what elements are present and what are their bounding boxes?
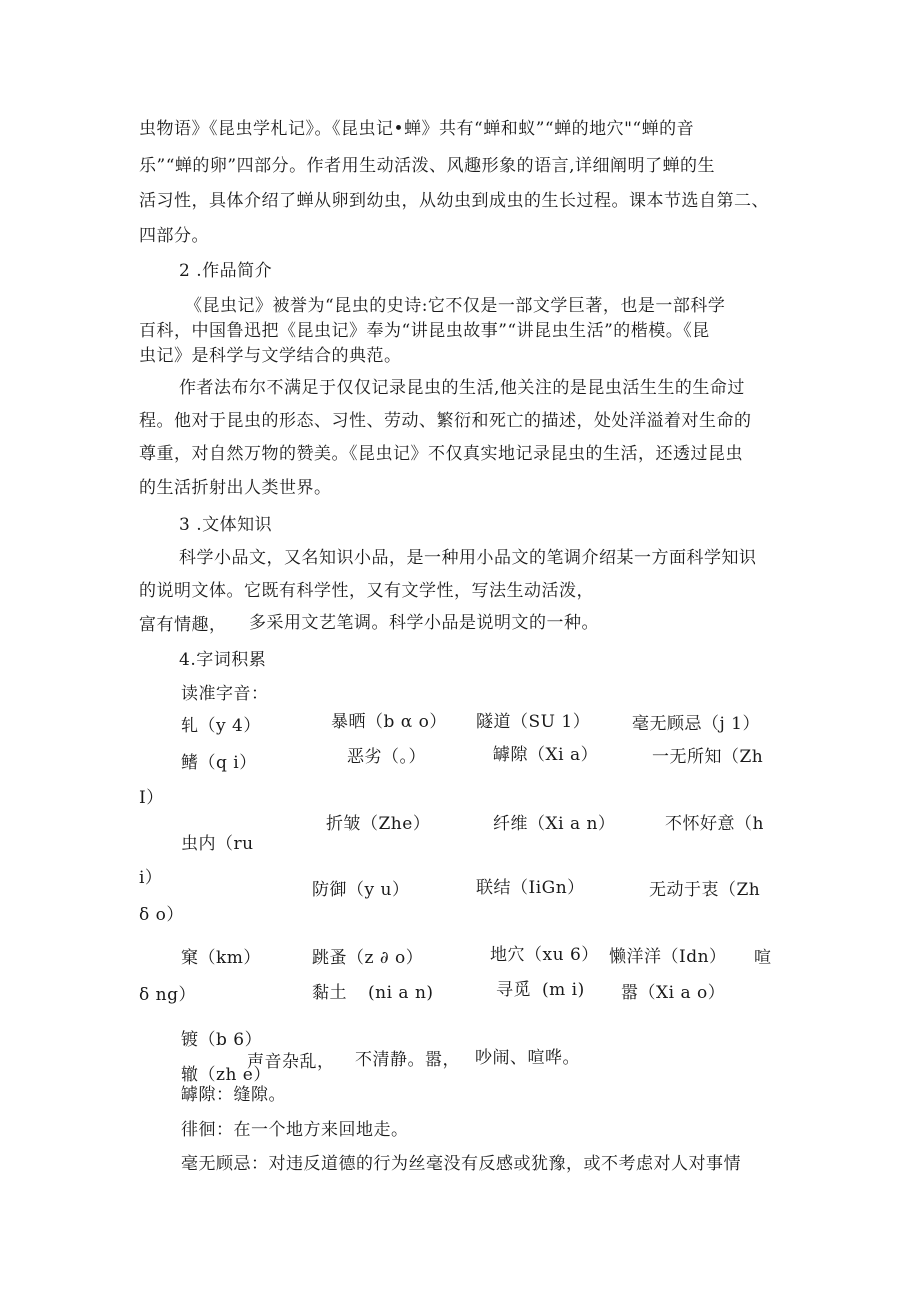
vocab-entry: 联结（IiGn） [476, 878, 585, 898]
vocab-entry: 窠（km） [181, 948, 261, 968]
section-heading: 3 .文体知识 [179, 515, 273, 535]
paragraph-line: 的说明文体。它既有科学性，又有文学性，写法生动活泼， [139, 581, 594, 601]
vocab-entry: 跳蚤（z ∂ o） [312, 948, 424, 968]
vocab-entry: 罅隙（Xi a） [493, 745, 599, 765]
vocab-entry: 轧（y 4） [181, 716, 261, 736]
vocab-entry: 暴晒（b α o） [331, 712, 447, 732]
vocab-entry: 声音杂乱， [247, 1052, 335, 1072]
vocab-entry: i） [139, 868, 163, 888]
vocab-entry: I） [139, 788, 164, 808]
vocab-entry: δ ng） [139, 985, 196, 1005]
vocab-entry: 一无所知（Zh [652, 747, 764, 767]
paragraph-line: 富有情趣， [139, 615, 227, 635]
vocab-entry: (ni a n) [368, 983, 434, 1003]
paragraph-line: 尊重，对自然万物的赞美。《昆虫记》不仅真实地记录昆虫的生活，还透过昆虫 [139, 444, 743, 464]
vocab-entry: 隧道（SU 1） [476, 712, 591, 732]
vocab-entry: 折皱（Zhe） [326, 814, 431, 834]
definition-line: 徘徊：在一个地方来回地走。 [181, 1120, 409, 1140]
vocab-entry: 吵闹、喧哗。 [475, 1048, 580, 1068]
vocab-entry: 辙（zh e） [181, 1065, 271, 1085]
vocab-entry: 懒洋洋（Idn） [609, 947, 727, 967]
paragraph-line: 四部分。 [139, 226, 209, 246]
vocab-entry: 纤维（Xi a n） [493, 814, 616, 834]
section-subheading: 读准字音： [181, 684, 269, 704]
paragraph-line: 虫记》是科学与文学结合的典范。 [139, 346, 402, 366]
section-heading: 2 .作品简介 [179, 261, 273, 281]
definition-line: 毫无顾忌：对违反道德的行为丝毫没有反感或犹豫，或不考虑对人对事情 [181, 1154, 741, 1174]
paragraph-line: 作者法布尔不满足于仅仅记录昆虫的生活,他关注的是昆虫活生生的生命过 [179, 378, 745, 398]
paragraph-line: 虫物语》《昆虫学札记》。《昆虫记•蝉》共有“蝉和蚁”“蝉的地穴"“蝉的音 [139, 119, 695, 139]
vocab-entry: 地穴（xu 6） [490, 945, 599, 965]
vocab-entry: 虫内（ru [181, 834, 254, 854]
paragraph-line: 的生活折射出人类世界。 [139, 478, 332, 498]
vocab-entry: 镀（b 6） [181, 1030, 263, 1050]
vocab-entry: 防御（y u） [312, 880, 410, 900]
vocab-entry: 无动于衷（Zh [649, 880, 761, 900]
vocab-entry: (m i) [542, 980, 585, 1000]
vocab-entry: 嚣（Xi a o） [621, 983, 726, 1003]
paragraph-line: 《昆虫记》被誉为“昆虫的史诗:它不仅是一部文学巨著，也是一部科学 [185, 296, 726, 316]
vocab-entry: 喧 [754, 948, 772, 968]
definition-line: 罅隙：缝隙。 [181, 1085, 286, 1105]
paragraph-line: 程。他对于昆虫的形态、习性、劳动、繁衍和死亡的描述，处处洋溢着对生命的 [139, 411, 752, 431]
vocab-entry: 黏土 [312, 983, 347, 1003]
paragraph-line: 乐”“蝉的卵”四部分。作者用生动活泼、风趣形象的语言,详细阐明了蝉的生 [139, 156, 715, 176]
paragraph-line: 百科，中国鲁迅把《昆虫记》奉为“讲昆虫故事”“讲昆虫生活”的楷模。《昆 [139, 321, 710, 341]
vocab-entry: 不清静。嚣， [355, 1050, 460, 1070]
vocab-entry: 寻觅 [496, 980, 531, 1000]
vocab-entry: 毫无顾忌（j 1） [632, 714, 760, 734]
vocab-entry: δ o） [139, 905, 184, 925]
vocab-entry: 不怀好意（h [665, 814, 764, 834]
vocab-entry: 鳍（q i） [181, 753, 257, 773]
vocab-entry: 恶劣（。） [347, 747, 426, 767]
paragraph-line: 多采用文艺笔调。科学小品是说明文的一种。 [249, 613, 599, 633]
section-heading: 4.字词积累 [179, 650, 267, 670]
paragraph-line: 活习性，具体介绍了蝉从卵到幼虫，从幼虫到成虫的生长过程。课本节选自第二、 [139, 191, 769, 211]
paragraph-line: 科学小品文，又名知识小品，是一种用小品文的笔调介绍某一方面科学知识 [179, 548, 757, 568]
